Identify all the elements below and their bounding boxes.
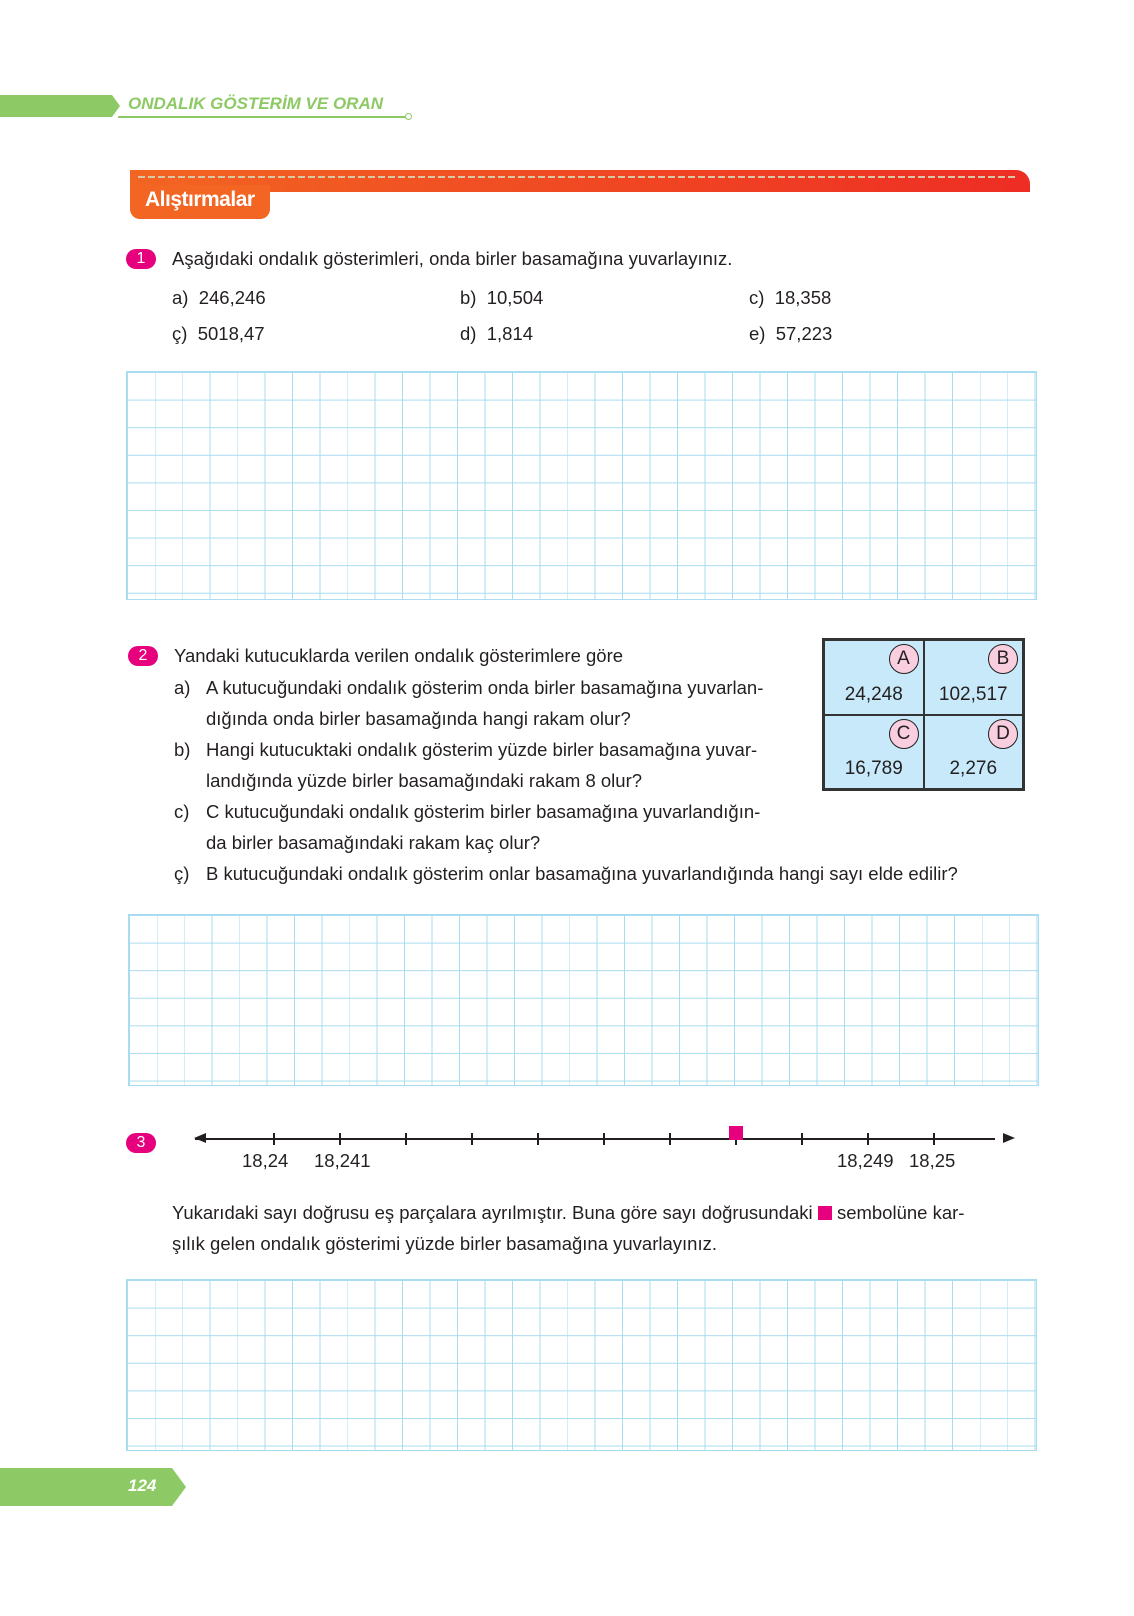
banner-stitch [138,176,1018,178]
tick-mark [471,1133,473,1145]
tick-mark [867,1133,869,1145]
box-value: 16,789 [844,758,903,779]
tick-mark [933,1133,935,1145]
q1-item [460,319,533,349]
chapter-underline [118,116,408,118]
box-value: 102,517 [938,683,1008,705]
item-value: 57,223 [775,323,833,344]
section-title: Alıştırmalar [145,188,255,211]
arrow-left-icon [194,1133,206,1143]
box-letter: C [889,719,919,749]
part-text: dığında onda birler basamağında hangi rakam olur? [206,708,631,729]
box-c [824,715,924,790]
part-label: b) [174,739,191,760]
answer-grid-1[interactable] [126,371,1037,600]
question-number-2: 2 [128,646,158,666]
item-value: 246,246 [198,287,266,308]
part-label: a) [174,677,191,698]
square-symbol-icon [818,1206,832,1220]
q1-item [749,283,831,313]
item-value: 10,504 [486,287,544,308]
item-value: 18,358 [774,287,832,308]
q3-text-line2: şılık gelen ondalık gösterimi yüzde birler basamağına yuvarlayınız. [172,1233,717,1254]
q1-item [172,283,266,313]
box-b [924,640,1024,715]
tick-mark [405,1133,407,1145]
part-text: da birler basamağındaki rakam kaç olur? [206,832,541,853]
part-label: ç) [174,863,190,884]
chapter-header-bar [0,95,120,117]
tick-mark [603,1133,605,1145]
marker-square-icon [729,1126,743,1140]
question-number-1: 1 [126,249,156,269]
chapter-underline-dot [405,113,412,120]
box-value: 2,276 [949,758,998,779]
chapter-title: ONDALIK GÖSTERİM VE ORAN [128,94,384,113]
item-label: e) [749,323,766,344]
part-text: A kutucuğundaki ondalık gösterim onda birler basamağına yuvarlan- [206,677,764,698]
arrow-right-icon [1003,1133,1015,1143]
answer-grid-3[interactable] [126,1279,1037,1451]
part-text: C kutucuğundaki ondalık gösterim birler basamağına yuvarlandığın- [206,801,761,822]
item-value: 5018,47 [197,323,265,344]
q1-prompt: Aşağıdaki ondalık gösterimleri, onda birler basamağına yuvarlayınız. [172,248,733,269]
q1-item [749,319,832,349]
answer-grid-2[interactable] [128,914,1039,1086]
tick-mark [669,1133,671,1145]
item-value: 1,814 [486,323,534,344]
box-letter: A [889,644,919,674]
q3-text-line1 [172,1198,964,1228]
part-text: Hangi kutucuktaki ondalık gösterim yüzde birler basamağına yuvar- [206,739,758,760]
q3-text-a: Yukarıdaki sayı doğrusu eş parçalara ayrılmıştır. Buna göre sayı doğrusundaki [172,1202,813,1223]
tick-label: 18,241 [314,1150,371,1171]
tick-mark [273,1133,275,1145]
tick-label: 18,24 [242,1150,289,1171]
part-text: B kutucuğundaki ondalık gösterim onlar basamağına yuvarlandığında hangi sayı elde edilir? [206,863,958,884]
tick-mark [339,1133,341,1145]
part-label: c) [174,801,190,822]
box-letter: D [988,719,1018,749]
q1-item [460,283,543,313]
question-number-3: 3 [126,1133,156,1153]
box-letter: B [988,644,1018,674]
box-d [924,715,1024,790]
box-value: 24,248 [844,683,903,705]
tick-mark [801,1133,803,1145]
q2-prompt: Yandaki kutucuklarda verilen ondalık gösterimlere göre [174,645,624,666]
item-label: b) [460,287,477,308]
page-number: 124 [128,1476,157,1495]
item-label: d) [460,323,477,344]
tick-label: 18,249 [837,1150,894,1171]
box-a [824,640,924,715]
number-line [195,1138,995,1140]
item-label: c) [749,287,765,308]
q1-item [172,319,265,349]
q3-text-b: sembolüne kar- [836,1202,965,1223]
tick-mark [537,1133,539,1145]
number-boxes [822,638,1025,791]
page-number-tab [0,1468,186,1506]
item-label: ç) [172,323,188,344]
tick-label: 18,25 [909,1150,956,1171]
item-label: a) [172,287,189,308]
part-text: landığında yüzde birler basamağındaki rakam 8 olur? [206,770,643,791]
